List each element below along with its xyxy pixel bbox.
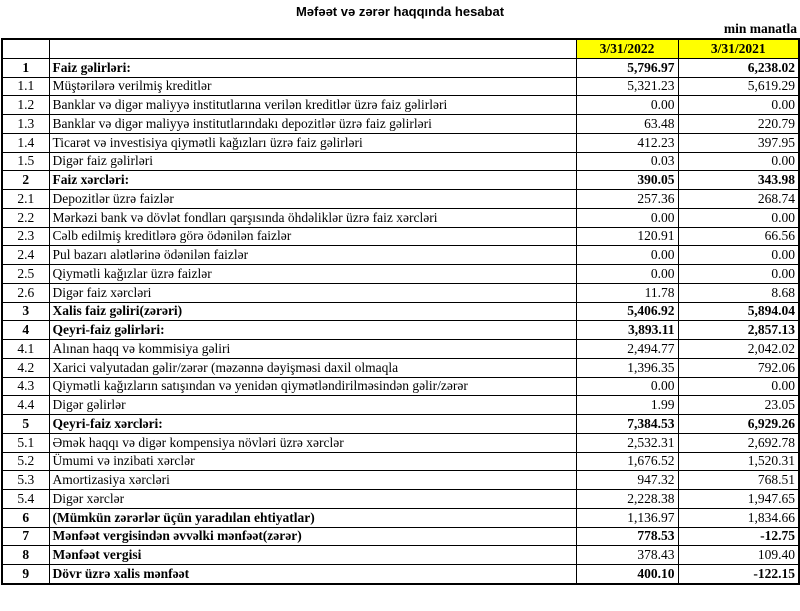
- row-value-2021: -122.15: [678, 565, 799, 584]
- table-row: [2, 190, 799, 209]
- row-label: Mərkəzi bank və dövlət fondları qarşısında öhdəliklər üzrə faiz xərcləri: [49, 208, 576, 227]
- row-number: 1.3: [2, 115, 49, 134]
- row-label: (Mümkün zərərlər üçün yaradılan ehtiyatlar): [49, 508, 576, 527]
- row-value-2022: 400.10: [576, 565, 678, 584]
- table-row: [2, 302, 799, 321]
- row-value-2021: 6,929.26: [678, 415, 799, 434]
- row-label: Alınan haqq və kommisiya gəliri: [49, 340, 576, 359]
- row-value-2021: 2,692.78: [678, 433, 799, 452]
- row-number: 4.3: [2, 377, 49, 396]
- row-label: Digər faiz xərcləri: [49, 283, 576, 302]
- row-value-2021: 792.06: [678, 358, 799, 377]
- table-row: [2, 208, 799, 227]
- row-value-2022: 5,321.23: [576, 77, 678, 96]
- row-value-2021: 2,042.02: [678, 340, 799, 359]
- table-row: [2, 452, 799, 471]
- row-label: Qiymətli kağızlar üzrə faizlər: [49, 265, 576, 284]
- header-label-cell: [49, 39, 576, 58]
- row-number: 2: [2, 171, 49, 190]
- row-value-2021: 1,520.31: [678, 452, 799, 471]
- row-value-2021: 0.00: [678, 377, 799, 396]
- row-label: Banklar və digər maliyyə institutlarına verilən kreditlər üzrə faiz gəlirləri: [49, 96, 576, 115]
- table-row: [2, 527, 799, 546]
- table-row: [2, 283, 799, 302]
- row-value-2021: 0.00: [678, 208, 799, 227]
- row-label: Mənfəət vergisi: [49, 546, 576, 565]
- row-value-2022: 257.36: [576, 190, 678, 209]
- table-row: [2, 415, 799, 434]
- row-label: Faiz gəlirləri:: [49, 58, 576, 77]
- row-label: Qiymətli kağızların satışından və yenidən qiymətləndirilməsindən gəlir/zərər: [49, 377, 576, 396]
- row-value-2022: 2,494.77: [576, 340, 678, 359]
- row-value-2022: 1.99: [576, 396, 678, 415]
- row-value-2022: 378.43: [576, 546, 678, 565]
- row-number: 2.6: [2, 283, 49, 302]
- table-row: [2, 546, 799, 565]
- row-label: Faiz xərcləri:: [49, 171, 576, 190]
- row-number: 2.4: [2, 246, 49, 265]
- row-value-2022: 0.00: [576, 246, 678, 265]
- table-row: [2, 152, 799, 171]
- row-label: Depozitlər üzrə faizlər: [49, 190, 576, 209]
- row-label: Ümumi və inzibati xərclər: [49, 452, 576, 471]
- row-value-2021: 66.56: [678, 227, 799, 246]
- row-number: 5: [2, 415, 49, 434]
- table-row: [2, 358, 799, 377]
- row-value-2022: 1,676.52: [576, 452, 678, 471]
- row-value-2021: 0.00: [678, 246, 799, 265]
- row-label: Dövr üzrə xalis mənfəət: [49, 565, 576, 584]
- table-header-row: [2, 39, 799, 58]
- row-number: 5.1: [2, 433, 49, 452]
- row-number: 5.2: [2, 452, 49, 471]
- header-col-2021: 3/31/2021: [678, 39, 799, 58]
- row-number: 8: [2, 546, 49, 565]
- row-number: 5.4: [2, 490, 49, 509]
- table-row: [2, 377, 799, 396]
- row-number: 5.3: [2, 471, 49, 490]
- row-value-2022: 11.78: [576, 283, 678, 302]
- table-row: [2, 246, 799, 265]
- row-value-2021: 23.05: [678, 396, 799, 415]
- row-value-2022: 5,406.92: [576, 302, 678, 321]
- row-value-2022: 2,228.38: [576, 490, 678, 509]
- profit-loss-table: [1, 38, 800, 585]
- row-number: 2.2: [2, 208, 49, 227]
- row-label: Digər xərclər: [49, 490, 576, 509]
- row-number: 1: [2, 58, 49, 77]
- row-value-2022: 3,893.11: [576, 321, 678, 340]
- table-row: [2, 171, 799, 190]
- table-row: [2, 508, 799, 527]
- table-row: [2, 396, 799, 415]
- row-label: Mənfəət vergisindən əvvəlki mənfəət(zərər): [49, 527, 576, 546]
- row-value-2022: 0.03: [576, 152, 678, 171]
- row-value-2022: 390.05: [576, 171, 678, 190]
- table-row: [2, 433, 799, 452]
- row-value-2022: 1,136.97: [576, 508, 678, 527]
- row-label: Qeyri-faiz gəlirləri:: [49, 321, 576, 340]
- table-row: [2, 77, 799, 96]
- row-value-2022: 778.53: [576, 527, 678, 546]
- table-row: [2, 227, 799, 246]
- row-number: 2.3: [2, 227, 49, 246]
- row-number: 2.1: [2, 190, 49, 209]
- row-value-2021: 0.00: [678, 265, 799, 284]
- table-row: [2, 133, 799, 152]
- row-value-2022: 0.00: [576, 377, 678, 396]
- row-label: Əmək haqqı və digər kompensiya növləri üzrə xərclər: [49, 433, 576, 452]
- row-label: Cəlb edilmiş kreditlərə görə ödənilən faizlər: [49, 227, 576, 246]
- row-value-2022: 412.23: [576, 133, 678, 152]
- row-value-2021: 268.74: [678, 190, 799, 209]
- row-number: 2.5: [2, 265, 49, 284]
- row-value-2021: 220.79: [678, 115, 799, 134]
- table-row: [2, 96, 799, 115]
- report-title: Məfəət və zərər haqqında hesabat: [295, 4, 505, 19]
- row-value-2021: 397.95: [678, 133, 799, 152]
- table-row: [2, 58, 799, 77]
- row-value-2021: 8.68: [678, 283, 799, 302]
- row-number: 9: [2, 565, 49, 584]
- table-row: [2, 471, 799, 490]
- header-number-cell: [2, 39, 49, 58]
- row-value-2021: 109.40: [678, 546, 799, 565]
- row-value-2021: 5,619.29: [678, 77, 799, 96]
- row-number: 1.4: [2, 133, 49, 152]
- table-row: [2, 565, 799, 584]
- row-value-2022: 0.00: [576, 96, 678, 115]
- row-number: 7: [2, 527, 49, 546]
- row-value-2022: 7,384.53: [576, 415, 678, 434]
- row-value-2022: 2,532.31: [576, 433, 678, 452]
- row-number: 1.2: [2, 96, 49, 115]
- row-label: Amortizasiya xərcləri: [49, 471, 576, 490]
- row-value-2021: 0.00: [678, 96, 799, 115]
- row-label: Digər faiz gəlirləri: [49, 152, 576, 171]
- row-label: Xalis faiz gəliri(zərəri): [49, 302, 576, 321]
- table-row: [2, 265, 799, 284]
- row-label: Pul bazarı alətlərinə ödənilən faizlər: [49, 246, 576, 265]
- row-value-2021: -12.75: [678, 527, 799, 546]
- table-body: [2, 58, 799, 584]
- row-value-2021: 1,947.65: [678, 490, 799, 509]
- row-number: 4.4: [2, 396, 49, 415]
- row-value-2022: 63.48: [576, 115, 678, 134]
- row-value-2021: 768.51: [678, 471, 799, 490]
- table-row: [2, 115, 799, 134]
- row-label: Müştərilərə verilmiş kreditlər: [49, 77, 576, 96]
- header-col-2022: 3/31/2022: [576, 39, 678, 58]
- row-number: 4.2: [2, 358, 49, 377]
- row-value-2021: 0.00: [678, 152, 799, 171]
- row-value-2022: 947.32: [576, 471, 678, 490]
- table-row: [2, 490, 799, 509]
- row-number: 1.5: [2, 152, 49, 171]
- row-value-2022: 0.00: [576, 265, 678, 284]
- row-value-2022: 0.00: [576, 208, 678, 227]
- row-value-2022: 5,796.97: [576, 58, 678, 77]
- row-label: Xarici valyutadan gəlir/zərər (məzənnə dəyişməsi daxil olmaqla: [49, 358, 576, 377]
- row-value-2022: 120.91: [576, 227, 678, 246]
- row-number: 4.1: [2, 340, 49, 359]
- row-label: Qeyri-faiz xərcləri:: [49, 415, 576, 434]
- row-value-2022: 1,396.35: [576, 358, 678, 377]
- row-label: Banklar və digər maliyyə institutlarındakı depozitlər üzrə faiz gəlirləri: [49, 115, 576, 134]
- row-value-2021: 1,834.66: [678, 508, 799, 527]
- row-number: 6: [2, 508, 49, 527]
- row-number: 4: [2, 321, 49, 340]
- table-row: [2, 340, 799, 359]
- row-number: 1.1: [2, 77, 49, 96]
- row-label: Digər gəlirlər: [49, 396, 576, 415]
- table-row: [2, 321, 799, 340]
- row-value-2021: 343.98: [678, 171, 799, 190]
- row-value-2021: 5,894.04: [678, 302, 799, 321]
- row-value-2021: 2,857.13: [678, 321, 799, 340]
- row-number: 3: [2, 302, 49, 321]
- row-value-2021: 6,238.02: [678, 58, 799, 77]
- row-label: Ticarət və investisiya qiymətli kağızları üzrə faiz gəlirləri: [49, 133, 576, 152]
- unit-note: min manatla: [723, 21, 797, 36]
